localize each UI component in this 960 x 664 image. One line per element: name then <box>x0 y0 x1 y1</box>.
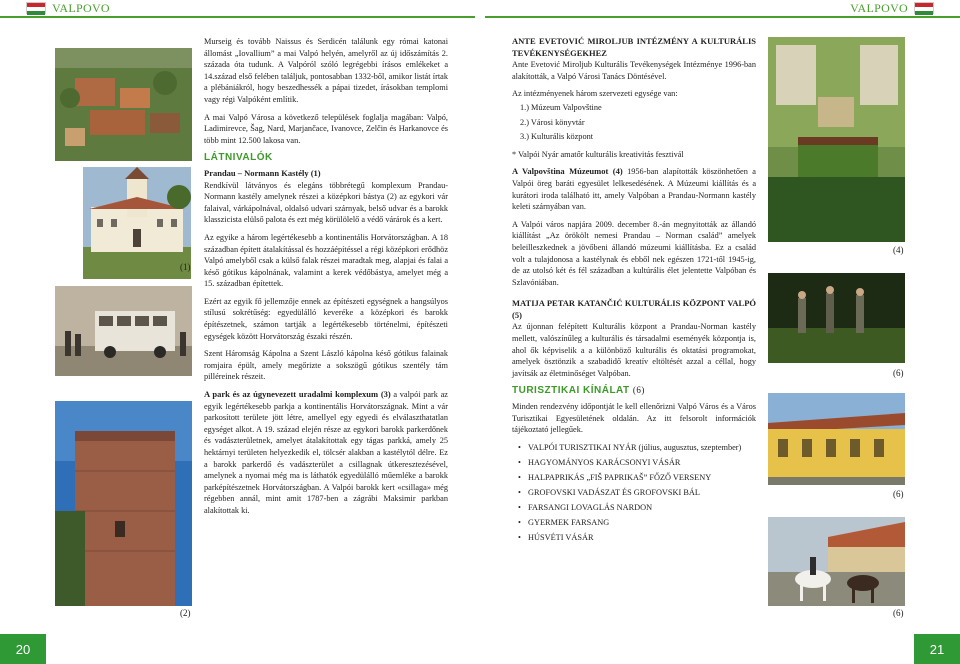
castle-text-3: Ezért az egyik fő jellemzője ennek az építészeti egységnek a hangsúlyos stílusú sokrétűség: egyedülálló keveréke a középkori és barokk építészetnek, számon tartják a legértékesebb történelmi, építészeti egységek között Horvátország északi részén. <box>204 296 448 341</box>
park-title: A park és az úgynevezett uradalmi komplexum (3) <box>204 389 391 400</box>
right-header-title: VALPOVO <box>850 1 908 15</box>
left-header-rule <box>0 16 475 18</box>
event-item: • HÚSVÉTI VÁSÁR <box>518 532 756 544</box>
croatian-flag-icon <box>914 2 934 14</box>
tourism-ref: (6) <box>632 385 645 396</box>
medieval-tower-photo <box>55 401 192 606</box>
tourism-text: Minden rendezvény időpontját le kell ellenőrizni Valpó Város és a Város Turisztikai Egyesületének oldalán. Az itt felsorolt információk tájékoztató jellegűek. <box>512 402 756 435</box>
list-item: 2.) Városi könyvtár <box>520 117 585 127</box>
museum-text-2: A Valpói város napjára 2009. december 8.-án megnyitották az állandó kiállítást „Az örökölt nemesi Prandau – Norman család” amelyek beleilleszkednek a jövőbeni állandó múzeumi kiállításba. Ez a család volt a tulajdonosa a kastélynak és ebből nek egészen 1721-től 1945-ig, de az utolsó két és fél században a kultúrális élet jelentette Valpóban és Szlavóniában. <box>512 219 756 287</box>
event-item: • VALPÓI TURISZTIKAI NYÁR (július, augusztus, szeptember) <box>518 442 756 454</box>
event-item: • HAGYOMÁNYOS KARÁCSONYI VÁSÁR <box>518 457 756 469</box>
list-item: 1.) Múzeum Valpovštine <box>520 102 602 112</box>
right-text-column <box>512 36 756 547</box>
intro-paragraph: Murseig és tovább Naissus és Serdicén találunk egy római katonai állomást „Iovallium” a mai Valpó helyén, amelyről az új időszámítás 2. százada óta tudunk. A Valpóról szóló legrégebbi írásos emlékeket a 14.század első felében találjuk, pontosabban 1332-ből, amikor listát írtak a plébániákról, hogy beszedhessék a pápai tizedet, írásokban templomi vagy régi Valpóként említik. <box>204 37 448 104</box>
photo-caption: (6) <box>893 608 904 618</box>
photo-caption: (1) <box>180 262 191 272</box>
institution-text: Ante Evetović Miroljub Kulturális Tevékenységek Intézménye 1996-ban alakították, a Valpó Városi Tanács Döntésével. <box>512 60 756 81</box>
croatian-flag-icon <box>26 2 46 14</box>
left-text-column <box>204 36 448 523</box>
historic-bus-photo <box>55 286 192 376</box>
event-item: • GROFOVSKI VADÁSZAT ÉS GROFOVSKI BÁL <box>518 487 756 499</box>
page-number-right: 21 <box>914 634 960 664</box>
right-header-rule <box>485 16 960 18</box>
castle-photo <box>83 167 191 279</box>
tourism-heading: TURISZTIKAI KÍNÁLAT <box>512 385 630 397</box>
museum-text: 1956-ban alapították köszönhetően a Valpói öreg baráti egyesület lelkesedésének. A Múzeumi kiállítás és a kurátori iroda található itt, amely Valpóban a Prandau-Normann kastély keleti szárnyában van. <box>512 167 756 212</box>
castle-text-2: Az egyike a három legértékesebb a kontinentális Horvátországban. A 18 században épített átalakítással és hozzáépítéssel a régi középkori erődhöz Valpó amelyből csak a külső falak részei maradtak meg, alapjai és falai a késő gótikus kápolnának, valamint a kerek védőbástya, amelyet még a 15. században építettek. <box>204 232 448 289</box>
chapel-text: Szent Háromság Kápolna a Szent László kápolna késő gótikus falainak romjaira épült, amely megőrizte a sokszögű gótikus szentély tám pilléreinek részeit. <box>204 349 448 382</box>
castle-title: Prandau – Normann Kastély (1) <box>204 167 321 178</box>
photo-caption: (6) <box>893 368 904 378</box>
events-list <box>518 442 756 544</box>
cultural-centre-title: MATIJA PETAR KATANČIĆ KULTURÁLIS KÖZPONT VALPÓ (5) <box>512 298 756 320</box>
institution-title: ANTE EVETOVIĆ MIROLJUB INTÉZMÉNY A KULTURÁLIS TEVÉKENYSÉGEKHEZ <box>512 36 756 58</box>
intro-paragraph: A mai Valpó Városa a következő települések foglalja magában: Valpó, Ladimirevce, Šag, Nard, Marjančace, Ivanovce, Zelčin és Harkanovce és több mint 12.500 lakosa van. <box>204 112 448 145</box>
left-header-title: VALPOVO <box>52 1 110 15</box>
event-item: • FARSANGI LOVAGLÁS NARDON <box>518 502 756 514</box>
photo-caption: (2) <box>180 608 191 618</box>
horse-riders-photo <box>768 517 905 606</box>
museum-interior-photo <box>768 37 905 242</box>
aerial-town-photo <box>55 48 192 161</box>
institution-units-intro: Az intézményenek három szervezeti egysége van: <box>512 89 678 99</box>
amateur-festival-note: * Valpói Nyár amatőr kulturális kreativitás fesztivál <box>512 149 684 159</box>
photo-caption: (6) <box>893 489 904 499</box>
museum-title: A Valpovština Múzeumot (4) <box>512 166 623 177</box>
list-item: 3.) Kulturális központ <box>520 132 594 142</box>
page-number-left: 20 <box>0 634 46 664</box>
institution-units-list <box>520 102 756 143</box>
yellow-building-photo <box>768 393 905 485</box>
photo-caption: (4) <box>893 245 904 255</box>
hunting-event-photo <box>768 273 905 363</box>
cultural-centre-text: Az újonnan felépített Kulturális központ a Prandau-Norman kastély mellett, valószínűleg a kulturális és társadalmi eseményék központja is, ahol ők képviselik a a különböző kulturális és oktatási programokat, amelyek ösztönzik a szabadidő kreatív eltöltését azzal a céllal, hogy javítsák az életminőséget Valpóban. <box>512 322 756 378</box>
event-item: • HALPAPRIKÁS „FIŠ PAPRIKAŠ” FŐZŐ VERSENY <box>518 472 756 484</box>
castle-text: Rendkívül látványos és elegáns többrétegű komplexum Prandau-Normann kastély amelynek részei a középkori bástya (2) az egykori vár falaival, várkápolnával, oldalsó udvari szárnyak, belső udvar és a barokk klasszicista elülső palota és ezt még körülölelő a védő várárok és a kert. <box>204 180 448 225</box>
sights-heading: LÁTNIVALÓK <box>204 152 273 164</box>
event-item: • GYERMEK FARSANG <box>518 517 756 529</box>
park-text: a valpói park az egyik legértékesebb parkja a kontinentális Horvátországnak. Mint a vár parkosított területe jött létre, amellyel egy egyedi és elválaszthatatlan egységet alkot. A 19. század elején része az egykori barokk parkerdőnek és vadászterületnek, amelyet átalakítottak egy tágas parkká, amely 25 hektárnyi területen helyezkedik el, tölcsér alakban a kastélytól délre. Ez a barokk parkerdő és vadászterület a csillagnak útkeresztezésével, amelynek a nyomai még ma is láthatók egyedülálló műemléke a barokk parképítészetnek Horvátországban. A Valpói barokk kert «csillaga» még régebben annál, mint amit 1787-ben a zágrábi Maksimir parkban alakítottak ki. <box>204 390 448 515</box>
